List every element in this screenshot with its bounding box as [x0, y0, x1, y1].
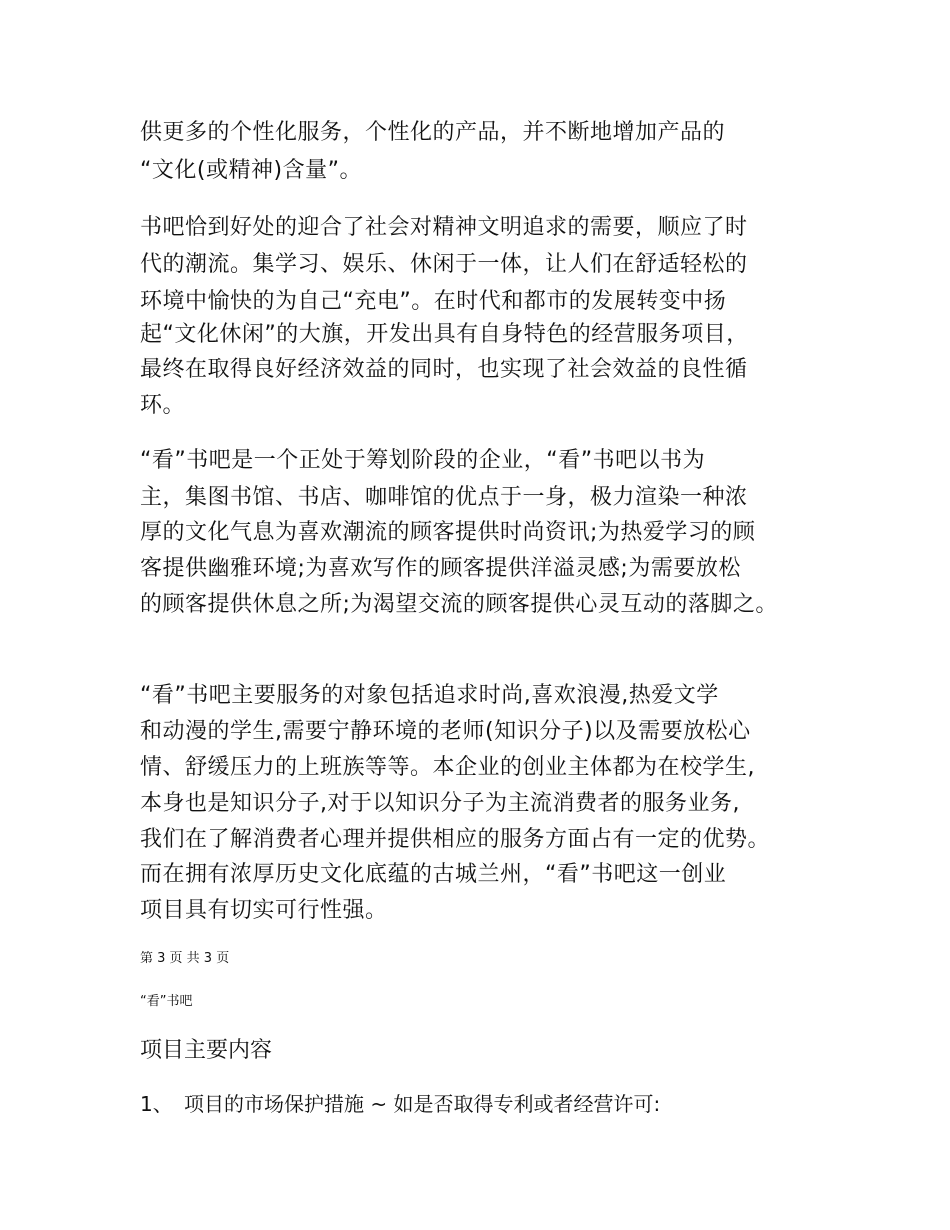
- paragraph-4-line-6: 而在拥有浓厚历史文化底蕴的古城兰州，“看”书吧这一创业: [140, 862, 727, 887]
- paragraph-3-line-1: “看”书吧是一个正处于筹划阶段的企业，“看”书吧以书为: [140, 448, 706, 473]
- list-item-number: 1、: [140, 1092, 173, 1116]
- paragraph-1-line-1: 供更多的个性化服务，个性化的产品，并不断地增加产品的: [140, 120, 726, 145]
- paragraph-3-line-2: 主，集图书馆、书店、咖啡馆的优点于一身，极力渲染一种浓: [140, 485, 748, 510]
- paragraph-4-line-3: 情、舒缓压力的上班族等等。本企业的创业主体都为在校学生,: [140, 755, 755, 780]
- list-item-text: 项目的市场保护措施 ~ 如是否取得专利或者经营许可:: [184, 1092, 661, 1116]
- paragraph-1-line-2: “文化(或精神)含量”。: [140, 158, 362, 183]
- paragraph-3-line-4: 客提供幽雅环境;为喜欢写作的顾客提供洋溢灵感;为需要放松: [140, 556, 741, 581]
- paragraph-4-line-7: 项目具有切实可行性强。: [140, 898, 388, 923]
- page-indicator: 第 3 页 共 3 页: [140, 951, 230, 966]
- paragraph-4-line-5: 我们在了解消费者心理并提供相应的服务方面占有一定的优势。: [140, 827, 771, 852]
- paragraph-2-line-4: 起“文化休闲”的大旗，开发出具有自身特色的经营服务项目，: [140, 322, 749, 347]
- section-title: 项目主要内容: [140, 1038, 273, 1063]
- paragraph-2-line-5: 最终在取得良好经济效益的同时，也实现了社会效益的良性循: [140, 357, 748, 382]
- doc-title-header: “看”书吧: [140, 994, 193, 1009]
- paragraph-3-line-3: 厚的文化气息为喜欢潮流的顾客提供时尚资讯;为热爱学习的顾: [140, 520, 756, 545]
- paragraph-2-line-6: 环。: [140, 393, 186, 418]
- paragraph-2-line-3: 环境中愉快的为自己“充电”。在时代和都市的发展转变中扬: [140, 289, 727, 314]
- paragraph-4-line-2: 和动漫的学生,需要宁静环境的老师(知识分子)以及需要放松心: [140, 719, 751, 744]
- paragraph-4-line-4: 本身也是知识分子,对于以知识分子为主流消费者的服务业务,: [140, 791, 740, 816]
- paragraph-2-line-2: 代的潮流。集学习、娱乐、休闲于一体，让人们在舒适轻松的: [140, 252, 748, 277]
- paragraph-3-line-5: 的顾客提供休息之所;为渴望交流的顾客提供心灵互动的落脚之。: [140, 592, 778, 617]
- paragraph-2-line-1: 书吧恰到好处的迎合了社会对精神文明追求的需要，顺应了时: [140, 215, 748, 240]
- paragraph-4-line-1: “看”书吧主要服务的对象包括追求时尚,喜欢浪漫,热爱文学: [140, 683, 719, 708]
